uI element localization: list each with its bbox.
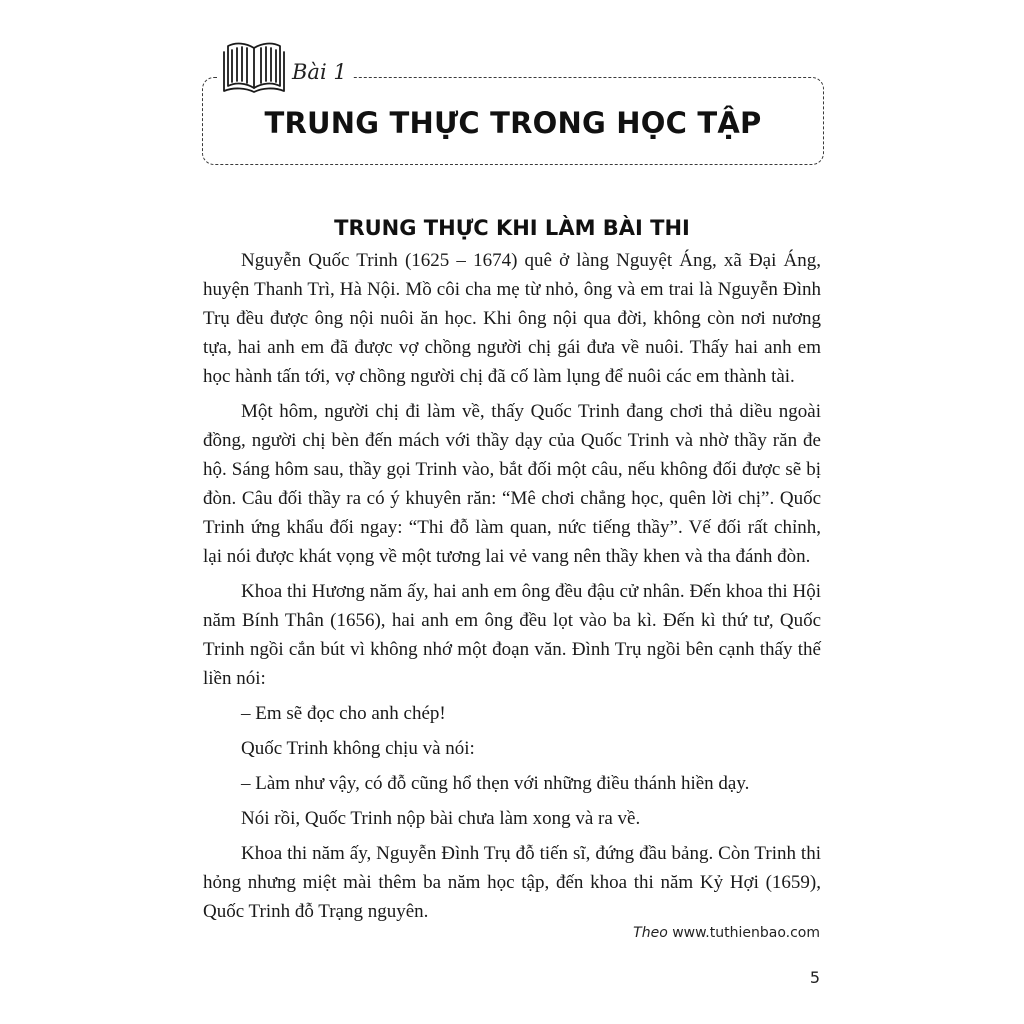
- citation-source: www.tuthienbao.com: [672, 925, 820, 941]
- story-paragraph: Một hôm, người chị đi làm về, thấy Quốc Trinh đang chơi thả diều ngoài đồng, người chị bèn đến mách với thầy dạy của Quốc Trinh và nhờ thầy răn đe hộ. Sáng hôm sau, thầy gọi Trinh vào, bắt đối một câu, nếu không đối được sẽ bị đòn. Câu đối thầy ra có ý khuyên răn: “Mê chơi chẳng học, quên lời chị”. Quốc Trinh ứng khẩu đối ngay: “Thi đỗ làm quan, nức tiếng thầy”. Vế đối rất chỉnh, lại nói được khát vọng về một tương lai vẻ vang nên thầy khen và tha đánh đòn.: [203, 401, 821, 567]
- story-title: TRUNG THỰC KHI LÀM BÀI THI: [334, 216, 690, 240]
- story-body: [203, 246, 821, 932]
- page-number: 5: [809, 968, 820, 987]
- citation-lead: Theo: [633, 925, 668, 941]
- source-citation: [633, 925, 820, 941]
- open-book-icon: [218, 38, 290, 96]
- story-dialogue-line: – Em sẽ đọc cho anh chép!: [241, 703, 446, 724]
- story-paragraph: Nguyễn Quốc Trinh (1625 – 1674) quê ở làng Nguyệt Áng, xã Đại Áng, huyện Thanh Trì, Hà Nội. Mồ côi cha mẹ từ nhỏ, ông và em trai là Nguyễn Đình Trụ đều được ông nội nuôi ăn học. Khi ông nội qua đời, không còn nơi nương tựa, hai anh em đã được vợ chồng người chị gái đưa về nuôi. Thấy hai anh em học hành tấn tới, vợ chồng người chị đã cố làm lụng để nuôi các em thành tài.: [203, 250, 821, 387]
- story-paragraph: Khoa thi năm ấy, Nguyễn Đình Trụ đỗ tiến sĩ, đứng đầu bảng. Còn Trinh thi hỏng nhưng miệt mài thêm ba năm học tập, đến khoa thi năm Kỷ Hợi (1659), Quốc Trinh đỗ Trạng nguyên.: [203, 843, 821, 922]
- lesson-number: Bài 1: [286, 60, 353, 84]
- story-dialogue-line: – Làm như vậy, có đỗ cũng hổ thẹn với những điều thánh hiền dạy.: [241, 773, 750, 794]
- story-paragraph: Quốc Trinh không chịu và nói:: [241, 738, 475, 759]
- story-paragraph: Khoa thi Hương năm ấy, hai anh em ông đều đậu cử nhân. Đến khoa thi Hội năm Bính Thân (1656), hai anh em ông đều lọt vào ba kì. Đến kì thứ tư, Quốc Trinh ngồi cắn bút vì không nhớ một đoạn văn. Đình Trụ ngồi bên cạnh thấy thế liền nói:: [203, 581, 821, 689]
- lesson-title: TRUNG THỰC TRONG HỌC TẬP: [264, 106, 762, 140]
- story-paragraph: Nói rồi, Quốc Trinh nộp bài chưa làm xong và ra về.: [241, 808, 641, 829]
